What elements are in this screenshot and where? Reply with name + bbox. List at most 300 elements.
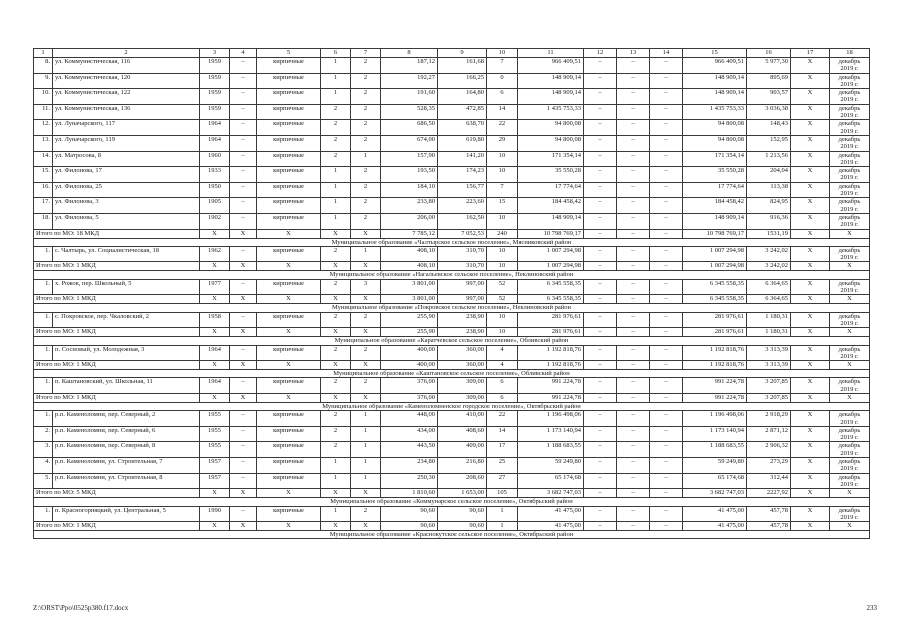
- table-cell: 472,85: [438, 104, 487, 120]
- total-cell: –: [584, 522, 617, 531]
- table-cell: 3: [351, 279, 381, 295]
- table-cell: 234,80: [381, 458, 438, 474]
- table-cell: 17 774,64: [683, 182, 747, 198]
- total-label: Итого по МО: 5 МКД: [34, 489, 200, 498]
- total-cell: Х: [321, 361, 351, 370]
- total-cell: 991 224,78: [683, 393, 747, 402]
- table-cell: –: [650, 73, 683, 89]
- table-cell: 59 249,80: [683, 458, 747, 474]
- table-cell: 619,80: [438, 135, 487, 151]
- table-cell: 184 458,42: [518, 198, 584, 214]
- column-header: 8: [381, 49, 438, 58]
- table-cell: 1: [351, 473, 381, 489]
- table-cell: 2: [351, 345, 381, 361]
- table-cell: 400,00: [381, 345, 438, 361]
- total-cell: 309,00: [438, 393, 487, 402]
- table-cell: 3.: [34, 442, 53, 458]
- table-cell: 3 207,85: [747, 378, 791, 394]
- table-cell: кирпичные: [257, 506, 321, 522]
- table-cell: 1959: [200, 58, 230, 74]
- table-cell: 1: [351, 442, 381, 458]
- table-cell: 7: [487, 182, 518, 198]
- table-cell: ул. Луначарского, 119: [53, 135, 200, 151]
- table-cell: 1959: [200, 73, 230, 89]
- total-cell: Х: [200, 522, 230, 531]
- section-title-row: [34, 337, 870, 345]
- total-row: [34, 262, 870, 271]
- table-cell: 1 196 498,06: [518, 411, 584, 427]
- total-cell: Х: [230, 229, 257, 238]
- total-row: [34, 489, 870, 498]
- total-cell: Х: [791, 361, 830, 370]
- table-cell: –: [584, 473, 617, 489]
- total-cell: Х: [830, 295, 870, 304]
- table-cell: 1 435 753,33: [518, 104, 584, 120]
- municipality-title: Муниципальное образование «Каменоломненское городское поселение», Октябрьский район: [34, 402, 870, 410]
- section-title-row: [34, 304, 870, 312]
- total-cell: –: [650, 361, 683, 370]
- table-cell: 281 976,61: [683, 312, 747, 328]
- table-cell: 376,00: [381, 378, 438, 394]
- table-cell: 1 173 140,94: [518, 426, 584, 442]
- table-cell: декабрь 2019 г.: [830, 411, 870, 427]
- table-cell: декабрь 2019 г.: [830, 442, 870, 458]
- table-cell: 8.: [34, 58, 53, 74]
- total-cell: 281 976,61: [518, 328, 584, 337]
- total-cell: 1 180,31: [747, 328, 791, 337]
- section-title-row: [34, 271, 870, 279]
- table-row: [34, 345, 870, 361]
- table-cell: 1: [351, 426, 381, 442]
- table-cell: 148 909,14: [683, 213, 747, 229]
- column-header: 15: [683, 49, 747, 58]
- total-cell: Х: [321, 522, 351, 531]
- table-cell: кирпичные: [257, 411, 321, 427]
- table-cell: ул. Матросова, 8: [53, 151, 200, 167]
- table-cell: Х: [791, 120, 830, 136]
- table-cell: ул. Филонова, 3: [53, 198, 200, 214]
- table-cell: –: [650, 426, 683, 442]
- total-cell: Х: [200, 328, 230, 337]
- table-cell: кирпичные: [257, 182, 321, 198]
- table-cell: 35 550,28: [518, 167, 584, 183]
- table-cell: Х: [791, 279, 830, 295]
- total-cell: Х: [200, 489, 230, 498]
- table-cell: 1960: [200, 151, 230, 167]
- table-cell: 1 188 683,55: [518, 442, 584, 458]
- table-cell: Х: [791, 182, 830, 198]
- table-cell: декабрь 2019 г.: [830, 89, 870, 105]
- table-cell: Х: [791, 378, 830, 394]
- total-cell: Х: [321, 489, 351, 498]
- table-row: [34, 442, 870, 458]
- total-cell: Х: [230, 361, 257, 370]
- table-cell: 10: [487, 213, 518, 229]
- table-cell: 991 224,78: [683, 378, 747, 394]
- total-cell: Х: [230, 522, 257, 531]
- total-cell: Х: [321, 262, 351, 271]
- table-cell: 148 909,14: [683, 73, 747, 89]
- table-cell: 528,35: [381, 104, 438, 120]
- total-cell: 1 653,00: [438, 489, 487, 498]
- housing-register-table: [33, 48, 869, 539]
- total-cell: 3 682 747,03: [683, 489, 747, 498]
- total-cell: 41 475,00: [683, 522, 747, 531]
- table-cell: 7: [487, 58, 518, 74]
- table-cell: 59 249,80: [518, 458, 584, 474]
- total-cell: Х: [200, 229, 230, 238]
- total-row: [34, 328, 870, 337]
- table-cell: 2: [321, 120, 351, 136]
- table-cell: –: [584, 506, 617, 522]
- total-cell: Х: [257, 262, 321, 271]
- table-cell: 2: [351, 135, 381, 151]
- total-cell: Х: [351, 229, 381, 238]
- total-cell: 376,00: [381, 393, 438, 402]
- table-cell: 1955: [200, 411, 230, 427]
- table-cell: 1.: [34, 506, 53, 522]
- total-cell: Х: [321, 328, 351, 337]
- total-cell: 10 798 769,17: [683, 229, 747, 238]
- table-cell: 6: [487, 378, 518, 394]
- table-cell: 12.: [34, 120, 53, 136]
- total-cell: 238,90: [438, 328, 487, 337]
- table-cell: 2 918,29: [747, 411, 791, 427]
- total-cell: Х: [200, 361, 230, 370]
- table-cell: ул. Филонова, 5: [53, 213, 200, 229]
- total-cell: 240: [487, 229, 518, 238]
- table-cell: 1.: [34, 279, 53, 295]
- total-label: Итого по МО: 1 МКД: [34, 393, 200, 402]
- table-cell: ул. Коммунистическая, 116: [53, 58, 200, 74]
- total-cell: –: [617, 295, 650, 304]
- table-cell: Х: [791, 442, 830, 458]
- table-cell: –: [584, 198, 617, 214]
- table-row: [34, 426, 870, 442]
- table-cell: 3 313,39: [747, 345, 791, 361]
- table-cell: 1964: [200, 135, 230, 151]
- table-cell: –: [650, 506, 683, 522]
- table-cell: р.п. Каменоломни, пер. Северный, 2: [53, 411, 200, 427]
- table-cell: 15: [487, 198, 518, 214]
- table-cell: п. Сосновый, ул. Молодежная, 3: [53, 345, 200, 361]
- table-cell: 18.: [34, 213, 53, 229]
- table-cell: 1: [321, 58, 351, 74]
- total-cell: 7 052,53: [438, 229, 487, 238]
- table-cell: декабрь 2019 г.: [830, 378, 870, 394]
- table-cell: кирпичные: [257, 426, 321, 442]
- total-cell: –: [584, 262, 617, 271]
- table-cell: 410,00: [438, 411, 487, 427]
- table-cell: –: [584, 104, 617, 120]
- table-cell: 457,78: [747, 506, 791, 522]
- column-header: 14: [650, 49, 683, 58]
- table-cell: –: [650, 411, 683, 427]
- total-cell: 105: [487, 489, 518, 498]
- table-cell: –: [230, 426, 257, 442]
- table-cell: 1964: [200, 120, 230, 136]
- table-cell: декабрь 2019 г.: [830, 279, 870, 295]
- total-cell: Х: [230, 295, 257, 304]
- table-cell: –: [617, 73, 650, 89]
- table-cell: 2 906,32: [747, 442, 791, 458]
- table-cell: кирпичные: [257, 120, 321, 136]
- total-cell: –: [584, 489, 617, 498]
- table-cell: –: [584, 213, 617, 229]
- table-cell: 273,29: [747, 458, 791, 474]
- table-cell: 166,25: [438, 73, 487, 89]
- total-cell: –: [584, 229, 617, 238]
- table-cell: 443,50: [381, 442, 438, 458]
- total-cell: –: [584, 393, 617, 402]
- table-cell: 10: [487, 246, 518, 262]
- total-cell: Х: [351, 393, 381, 402]
- table-cell: –: [230, 458, 257, 474]
- table-cell: 171 354,14: [518, 151, 584, 167]
- table-cell: 2: [321, 378, 351, 394]
- table-cell: –: [584, 73, 617, 89]
- table-cell: 35 550,28: [683, 167, 747, 183]
- table-cell: –: [230, 442, 257, 458]
- table-cell: –: [617, 58, 650, 74]
- total-cell: Х: [230, 393, 257, 402]
- table-cell: –: [617, 279, 650, 295]
- total-cell: Х: [257, 328, 321, 337]
- table-cell: 141,20: [438, 151, 487, 167]
- table-cell: 1: [321, 473, 351, 489]
- table-cell: 25: [487, 458, 518, 474]
- table-row: [34, 167, 870, 183]
- table-cell: 216,80: [438, 458, 487, 474]
- table-cell: –: [650, 58, 683, 74]
- table-cell: –: [584, 345, 617, 361]
- column-header: 2: [53, 49, 200, 58]
- table-cell: декабрь 2019 г.: [830, 426, 870, 442]
- table-cell: 52: [487, 279, 518, 295]
- table-cell: –: [230, 182, 257, 198]
- table-cell: –: [584, 151, 617, 167]
- table-cell: –: [617, 411, 650, 427]
- column-header: 9: [438, 49, 487, 58]
- table-cell: –: [617, 458, 650, 474]
- table-cell: Х: [791, 167, 830, 183]
- table-cell: 6: [487, 89, 518, 105]
- table-cell: 13.: [34, 135, 53, 151]
- table-cell: 17.: [34, 198, 53, 214]
- total-cell: 3 682 747,03: [518, 489, 584, 498]
- table-row: [34, 506, 870, 522]
- total-cell: Х: [321, 295, 351, 304]
- table-cell: 674,00: [381, 135, 438, 151]
- table-cell: –: [230, 279, 257, 295]
- table-cell: ул. Коммунистическая, 120: [53, 73, 200, 89]
- column-header: 10: [487, 49, 518, 58]
- table-cell: декабрь 2019 г.: [830, 312, 870, 328]
- table-cell: р.п. Каменоломни, ул. Строительная, 7: [53, 458, 200, 474]
- table-cell: 6 364,65: [747, 279, 791, 295]
- total-cell: 10: [487, 328, 518, 337]
- table-cell: 2: [321, 411, 351, 427]
- table-cell: –: [230, 198, 257, 214]
- table-cell: 2: [351, 120, 381, 136]
- total-cell: –: [584, 328, 617, 337]
- table-cell: 41 475,00: [683, 506, 747, 522]
- column-header: 13: [617, 49, 650, 58]
- table-cell: –: [650, 135, 683, 151]
- table-row: [34, 58, 870, 74]
- table-cell: 1.: [34, 246, 53, 262]
- total-cell: 10 798 769,17: [518, 229, 584, 238]
- total-cell: Х: [351, 361, 381, 370]
- table-row: [34, 378, 870, 394]
- table-cell: –: [584, 378, 617, 394]
- total-cell: Х: [321, 229, 351, 238]
- table-cell: 1.: [34, 312, 53, 328]
- table-cell: 1: [321, 458, 351, 474]
- table-cell: –: [617, 182, 650, 198]
- table-cell: 255,90: [381, 312, 438, 328]
- table-cell: 2: [321, 151, 351, 167]
- data-table: [33, 48, 870, 539]
- table-cell: 193,50: [381, 167, 438, 183]
- total-cell: Х: [200, 295, 230, 304]
- table-cell: 171 354,14: [683, 151, 747, 167]
- table-cell: –: [584, 442, 617, 458]
- table-cell: р.п. Каменоломни, пер. Северный, 8: [53, 442, 200, 458]
- table-cell: –: [617, 167, 650, 183]
- section-title-row: [34, 402, 870, 410]
- table-row: [34, 73, 870, 89]
- table-cell: –: [584, 120, 617, 136]
- table-cell: –: [584, 411, 617, 427]
- table-cell: –: [650, 473, 683, 489]
- section-title-row: [34, 498, 870, 506]
- total-cell: Х: [791, 262, 830, 271]
- table-cell: 2: [351, 89, 381, 105]
- table-cell: 916,36: [747, 213, 791, 229]
- total-cell: –: [584, 361, 617, 370]
- table-cell: 250,30: [381, 473, 438, 489]
- table-cell: –: [650, 104, 683, 120]
- table-cell: кирпичные: [257, 442, 321, 458]
- table-cell: 184,10: [381, 182, 438, 198]
- table-cell: 312,44: [747, 473, 791, 489]
- table-cell: 1.: [34, 378, 53, 394]
- table-cell: 148,43: [747, 120, 791, 136]
- total-cell: Х: [230, 328, 257, 337]
- table-cell: –: [617, 378, 650, 394]
- total-cell: 281 976,61: [683, 328, 747, 337]
- table-cell: 1: [487, 506, 518, 522]
- column-header: 16: [747, 49, 791, 58]
- table-cell: 22: [487, 411, 518, 427]
- table-cell: 1 173 140,94: [683, 426, 747, 442]
- total-cell: Х: [830, 328, 870, 337]
- table-cell: 966 409,51: [683, 58, 747, 74]
- total-cell: Х: [257, 522, 321, 531]
- table-cell: –: [584, 58, 617, 74]
- table-cell: 1 007 294,98: [683, 246, 747, 262]
- table-cell: х. Рожок, пер. Школьный, 5: [53, 279, 200, 295]
- table-cell: Х: [791, 135, 830, 151]
- table-cell: –: [617, 506, 650, 522]
- column-header: 1: [34, 49, 53, 58]
- table-cell: декабрь 2019 г.: [830, 58, 870, 74]
- table-cell: 1905: [200, 198, 230, 214]
- table-cell: 309,00: [438, 378, 487, 394]
- table-cell: 1: [321, 167, 351, 183]
- table-cell: 2: [351, 312, 381, 328]
- column-header: 11: [518, 49, 584, 58]
- table-cell: 408,60: [438, 426, 487, 442]
- table-cell: 10: [487, 151, 518, 167]
- total-row: [34, 295, 870, 304]
- total-cell: 1 192 818,76: [518, 361, 584, 370]
- table-cell: 281 976,61: [518, 312, 584, 328]
- table-cell: –: [650, 198, 683, 214]
- table-cell: –: [617, 442, 650, 458]
- table-cell: 686,50: [381, 120, 438, 136]
- total-cell: 1 007 294,98: [518, 262, 584, 271]
- table-cell: 1 192 818,76: [683, 345, 747, 361]
- table-cell: кирпичные: [257, 246, 321, 262]
- total-cell: Х: [791, 489, 830, 498]
- table-cell: –: [617, 246, 650, 262]
- total-cell: –: [617, 489, 650, 498]
- table-cell: декабрь 2019 г.: [830, 198, 870, 214]
- table-cell: 161,68: [438, 58, 487, 74]
- table-cell: –: [617, 345, 650, 361]
- table-cell: –: [230, 73, 257, 89]
- table-cell: 27: [487, 473, 518, 489]
- table-cell: 233,80: [381, 198, 438, 214]
- table-cell: –: [650, 151, 683, 167]
- total-cell: 4: [487, 361, 518, 370]
- total-cell: Х: [257, 393, 321, 402]
- table-cell: –: [230, 473, 257, 489]
- table-row: [34, 104, 870, 120]
- table-cell: –: [230, 246, 257, 262]
- table-row: [34, 458, 870, 474]
- table-cell: 1955: [200, 442, 230, 458]
- table-cell: Х: [791, 312, 830, 328]
- table-cell: 2: [321, 426, 351, 442]
- table-cell: Х: [791, 426, 830, 442]
- table-cell: –: [617, 198, 650, 214]
- total-cell: 6 345 558,35: [683, 295, 747, 304]
- table-cell: –: [584, 458, 617, 474]
- table-cell: кирпичные: [257, 473, 321, 489]
- total-cell: Х: [791, 522, 830, 531]
- table-row: [34, 198, 870, 214]
- table-cell: 2.: [34, 426, 53, 442]
- table-cell: ул. Коммунистическая, 136: [53, 104, 200, 120]
- table-cell: 2: [321, 135, 351, 151]
- table-cell: Х: [791, 506, 830, 522]
- total-cell: Х: [830, 361, 870, 370]
- table-cell: –: [617, 426, 650, 442]
- table-cell: 10: [487, 312, 518, 328]
- total-cell: 6: [487, 393, 518, 402]
- total-cell: Х: [830, 393, 870, 402]
- table-cell: –: [584, 312, 617, 328]
- total-cell: 997,00: [438, 295, 487, 304]
- table-cell: 17 774,64: [518, 182, 584, 198]
- table-cell: п. Красногорняцкий, ул. Центральная, 5: [53, 506, 200, 522]
- total-cell: 400,00: [381, 361, 438, 370]
- table-cell: кирпичные: [257, 279, 321, 295]
- municipality-title: Муниципальное образование «Нагальевское сельское поселение», Неклиновский район: [34, 271, 870, 279]
